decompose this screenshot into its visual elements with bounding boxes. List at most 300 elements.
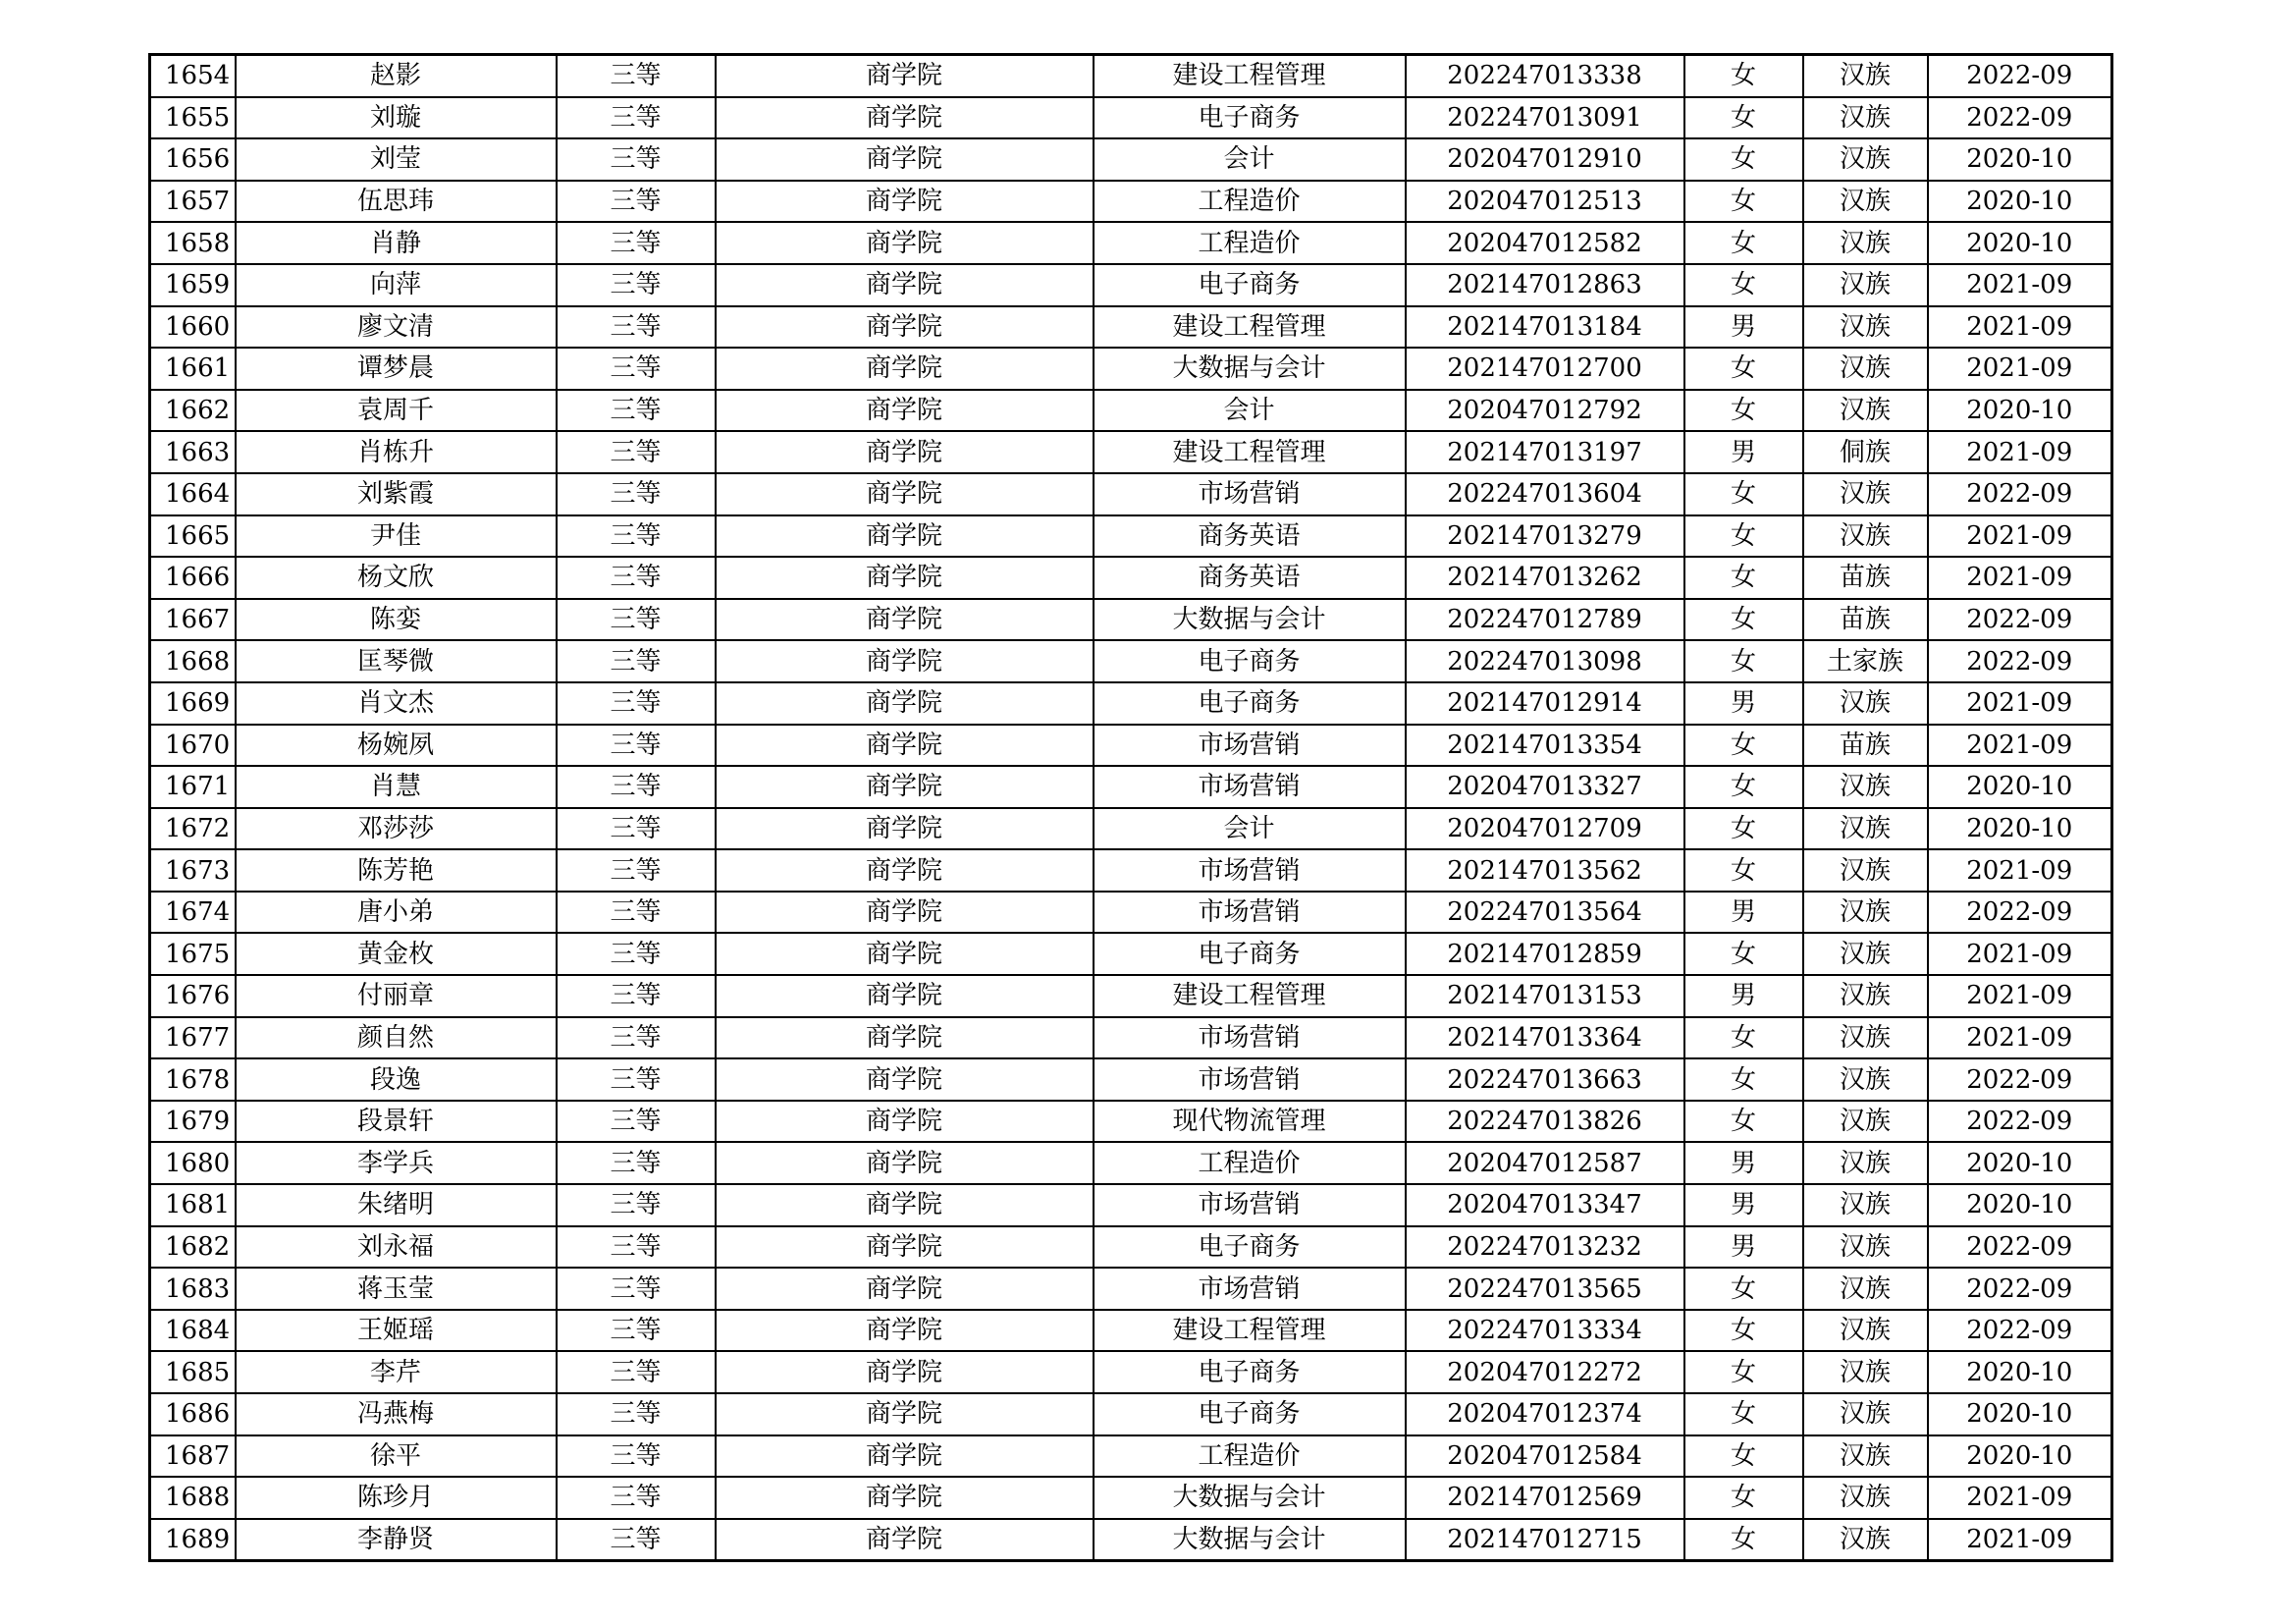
gender-cell: 女: [1684, 1393, 1803, 1435]
ethnicity-cell: 汉族: [1803, 1435, 1928, 1478]
seq-cell: 1655: [150, 97, 236, 139]
name-cell: 肖静: [236, 222, 557, 264]
name-cell: 杨婉夙: [236, 725, 557, 767]
award-level-cell: 三等: [557, 515, 716, 558]
student-id-cell: 202047012374: [1406, 1393, 1684, 1435]
name-cell: 唐小弟: [236, 892, 557, 934]
award-level-cell: 三等: [557, 808, 716, 850]
name-cell: 刘莹: [236, 138, 557, 181]
enrollment-date-cell: 2022-09: [1928, 892, 2112, 934]
name-cell: 李静贤: [236, 1519, 557, 1561]
award-level-cell: 三等: [557, 1226, 716, 1269]
table-row: [150, 1101, 2112, 1143]
ethnicity-cell: 汉族: [1803, 97, 1928, 139]
student-id-cell: 202047012584: [1406, 1435, 1684, 1478]
award-level-cell: 三等: [557, 1184, 716, 1226]
seq-cell: 1654: [150, 55, 236, 97]
ethnicity-cell: 汉族: [1803, 849, 1928, 892]
enrollment-date-cell: 2022-09: [1928, 1058, 2112, 1101]
college-cell: 商学院: [716, 97, 1094, 139]
seq-cell: 1658: [150, 222, 236, 264]
ethnicity-cell: 汉族: [1803, 933, 1928, 975]
name-cell: 廖文清: [236, 306, 557, 349]
seq-cell: 1659: [150, 264, 236, 306]
ethnicity-cell: 苗族: [1803, 599, 1928, 641]
ethnicity-cell: 汉族: [1803, 138, 1928, 181]
enrollment-date-cell: 2022-09: [1928, 473, 2112, 515]
student-id-cell: 202247013564: [1406, 892, 1684, 934]
seq-cell: 1668: [150, 640, 236, 682]
student-id-cell: 202247013091: [1406, 97, 1684, 139]
enrollment-date-cell: 2020-10: [1928, 766, 2112, 808]
seq-cell: 1683: [150, 1268, 236, 1310]
award-level-cell: 三等: [557, 473, 716, 515]
table-row: [150, 1184, 2112, 1226]
seq-cell: 1663: [150, 431, 236, 473]
college-cell: 商学院: [716, 473, 1094, 515]
gender-cell: 男: [1684, 1226, 1803, 1269]
ethnicity-cell: 汉族: [1803, 306, 1928, 349]
seq-cell: 1685: [150, 1351, 236, 1393]
ethnicity-cell: 汉族: [1803, 892, 1928, 934]
college-cell: 商学院: [716, 138, 1094, 181]
student-id-cell: 202047012792: [1406, 390, 1684, 432]
table-row: [150, 431, 2112, 473]
gender-cell: 女: [1684, 181, 1803, 223]
enrollment-date-cell: 2021-09: [1928, 557, 2112, 599]
table-row: [150, 181, 2112, 223]
ethnicity-cell: 汉族: [1803, 975, 1928, 1017]
gender-cell: 男: [1684, 975, 1803, 1017]
gender-cell: 女: [1684, 348, 1803, 390]
seq-cell: 1682: [150, 1226, 236, 1269]
table-row: [150, 1519, 2112, 1561]
ethnicity-cell: 汉族: [1803, 390, 1928, 432]
gender-cell: 女: [1684, 599, 1803, 641]
student-id-cell: 202247013604: [1406, 473, 1684, 515]
college-cell: 商学院: [716, 1058, 1094, 1101]
name-cell: 付丽章: [236, 975, 557, 1017]
award-level-cell: 三等: [557, 390, 716, 432]
name-cell: 段景轩: [236, 1101, 557, 1143]
gender-cell: 女: [1684, 849, 1803, 892]
student-id-cell: 202047012587: [1406, 1142, 1684, 1184]
student-id-cell: 202047013327: [1406, 766, 1684, 808]
name-cell: 黄金枚: [236, 933, 557, 975]
roster-body: [150, 55, 2112, 1561]
ethnicity-cell: 汉族: [1803, 1310, 1928, 1352]
name-cell: 蒋玉莹: [236, 1268, 557, 1310]
college-cell: 商学院: [716, 515, 1094, 558]
seq-cell: 1681: [150, 1184, 236, 1226]
name-cell: 徐平: [236, 1435, 557, 1478]
gender-cell: 女: [1684, 264, 1803, 306]
enrollment-date-cell: 2021-09: [1928, 1017, 2112, 1059]
college-cell: 商学院: [716, 55, 1094, 97]
major-cell: 电子商务: [1094, 1393, 1406, 1435]
award-level-cell: 三等: [557, 892, 716, 934]
name-cell: 李芹: [236, 1351, 557, 1393]
college-cell: 商学院: [716, 1268, 1094, 1310]
major-cell: 会计: [1094, 390, 1406, 432]
seq-cell: 1686: [150, 1393, 236, 1435]
gender-cell: 男: [1684, 1184, 1803, 1226]
table-row: [150, 264, 2112, 306]
major-cell: 市场营销: [1094, 473, 1406, 515]
table-row: [150, 557, 2112, 599]
enrollment-date-cell: 2021-09: [1928, 849, 2112, 892]
student-id-cell: 202047012272: [1406, 1351, 1684, 1393]
college-cell: 商学院: [716, 557, 1094, 599]
name-cell: 冯燕梅: [236, 1393, 557, 1435]
ethnicity-cell: 汉族: [1803, 1058, 1928, 1101]
name-cell: 陈芳艳: [236, 849, 557, 892]
name-cell: 袁周千: [236, 390, 557, 432]
major-cell: 电子商务: [1094, 682, 1406, 725]
college-cell: 商学院: [716, 181, 1094, 223]
major-cell: 市场营销: [1094, 766, 1406, 808]
seq-cell: 1677: [150, 1017, 236, 1059]
award-level-cell: 三等: [557, 975, 716, 1017]
award-level-cell: 三等: [557, 1142, 716, 1184]
gender-cell: 男: [1684, 1142, 1803, 1184]
student-id-cell: 202147013562: [1406, 849, 1684, 892]
table-row: [150, 1435, 2112, 1478]
enrollment-date-cell: 2022-09: [1928, 1226, 2112, 1269]
college-cell: 商学院: [716, 682, 1094, 725]
student-id-cell: 202247013338: [1406, 55, 1684, 97]
table-row: [150, 222, 2112, 264]
ethnicity-cell: 汉族: [1803, 1101, 1928, 1143]
enrollment-date-cell: 2020-10: [1928, 1184, 2112, 1226]
student-id-cell: 202147013262: [1406, 557, 1684, 599]
gender-cell: 女: [1684, 933, 1803, 975]
gender-cell: 女: [1684, 222, 1803, 264]
name-cell: 伍思玮: [236, 181, 557, 223]
seq-cell: 1680: [150, 1142, 236, 1184]
name-cell: 王姬瑶: [236, 1310, 557, 1352]
student-id-cell: 202247013565: [1406, 1268, 1684, 1310]
major-cell: 建设工程管理: [1094, 55, 1406, 97]
student-id-cell: 202047012582: [1406, 222, 1684, 264]
enrollment-date-cell: 2021-09: [1928, 1477, 2112, 1519]
ethnicity-cell: 汉族: [1803, 1268, 1928, 1310]
major-cell: 商务英语: [1094, 515, 1406, 558]
table-row: [150, 473, 2112, 515]
gender-cell: 女: [1684, 515, 1803, 558]
gender-cell: 女: [1684, 557, 1803, 599]
award-level-cell: 三等: [557, 682, 716, 725]
award-level-cell: 三等: [557, 97, 716, 139]
student-id-cell: 202147012863: [1406, 264, 1684, 306]
student-id-cell: 202147013279: [1406, 515, 1684, 558]
college-cell: 商学院: [716, 431, 1094, 473]
ethnicity-cell: 汉族: [1803, 808, 1928, 850]
name-cell: 尹佳: [236, 515, 557, 558]
name-cell: 刘永福: [236, 1226, 557, 1269]
table-row: [150, 933, 2112, 975]
student-id-cell: 202247013098: [1406, 640, 1684, 682]
name-cell: 谭梦晨: [236, 348, 557, 390]
table-row: [150, 849, 2112, 892]
table-row: [150, 1393, 2112, 1435]
student-id-cell: 202147013364: [1406, 1017, 1684, 1059]
major-cell: 市场营销: [1094, 1268, 1406, 1310]
major-cell: 工程造价: [1094, 222, 1406, 264]
ethnicity-cell: 土家族: [1803, 640, 1928, 682]
enrollment-date-cell: 2021-09: [1928, 1519, 2112, 1561]
award-level-cell: 三等: [557, 1393, 716, 1435]
seq-cell: 1689: [150, 1519, 236, 1561]
ethnicity-cell: 汉族: [1803, 1477, 1928, 1519]
major-cell: 电子商务: [1094, 640, 1406, 682]
college-cell: 商学院: [716, 1226, 1094, 1269]
award-level-cell: 三等: [557, 181, 716, 223]
seq-cell: 1660: [150, 306, 236, 349]
gender-cell: 女: [1684, 1477, 1803, 1519]
ethnicity-cell: 汉族: [1803, 55, 1928, 97]
gender-cell: 女: [1684, 1268, 1803, 1310]
seq-cell: 1667: [150, 599, 236, 641]
seq-cell: 1665: [150, 515, 236, 558]
table-row: [150, 892, 2112, 934]
enrollment-date-cell: 2020-10: [1928, 808, 2112, 850]
ethnicity-cell: 汉族: [1803, 1142, 1928, 1184]
enrollment-date-cell: 2022-09: [1928, 599, 2112, 641]
ethnicity-cell: 苗族: [1803, 557, 1928, 599]
table-row: [150, 808, 2112, 850]
ethnicity-cell: 汉族: [1803, 222, 1928, 264]
enrollment-date-cell: 2021-09: [1928, 933, 2112, 975]
major-cell: 市场营销: [1094, 1058, 1406, 1101]
major-cell: 工程造价: [1094, 181, 1406, 223]
enrollment-date-cell: 2022-09: [1928, 1310, 2112, 1352]
name-cell: 邓莎莎: [236, 808, 557, 850]
enrollment-date-cell: 2022-09: [1928, 1101, 2112, 1143]
student-id-cell: 202047012910: [1406, 138, 1684, 181]
enrollment-date-cell: 2020-10: [1928, 390, 2112, 432]
gender-cell: 女: [1684, 390, 1803, 432]
major-cell: 电子商务: [1094, 1351, 1406, 1393]
enrollment-date-cell: 2022-09: [1928, 1268, 2112, 1310]
seq-cell: 1684: [150, 1310, 236, 1352]
major-cell: 工程造价: [1094, 1435, 1406, 1478]
college-cell: 商学院: [716, 1351, 1094, 1393]
gender-cell: 女: [1684, 55, 1803, 97]
table-row: [150, 682, 2112, 725]
seq-cell: 1657: [150, 181, 236, 223]
major-cell: 市场营销: [1094, 1184, 1406, 1226]
seq-cell: 1678: [150, 1058, 236, 1101]
enrollment-date-cell: 2021-09: [1928, 306, 2112, 349]
table-row: [150, 97, 2112, 139]
major-cell: 市场营销: [1094, 1017, 1406, 1059]
table-row: [150, 599, 2112, 641]
enrollment-date-cell: 2021-09: [1928, 682, 2112, 725]
ethnicity-cell: 汉族: [1803, 1519, 1928, 1561]
gender-cell: 女: [1684, 640, 1803, 682]
gender-cell: 男: [1684, 682, 1803, 725]
seq-cell: 1661: [150, 348, 236, 390]
award-level-cell: 三等: [557, 1017, 716, 1059]
college-cell: 商学院: [716, 264, 1094, 306]
college-cell: 商学院: [716, 808, 1094, 850]
gender-cell: 女: [1684, 1351, 1803, 1393]
major-cell: 电子商务: [1094, 97, 1406, 139]
table-row: [150, 766, 2112, 808]
college-cell: 商学院: [716, 1142, 1094, 1184]
seq-cell: 1673: [150, 849, 236, 892]
seq-cell: 1664: [150, 473, 236, 515]
enrollment-date-cell: 2021-09: [1928, 515, 2112, 558]
table-row: [150, 725, 2112, 767]
table-row: [150, 1017, 2112, 1059]
enrollment-date-cell: 2020-10: [1928, 1393, 2112, 1435]
major-cell: 建设工程管理: [1094, 1310, 1406, 1352]
table-row: [150, 1351, 2112, 1393]
award-level-cell: 三等: [557, 138, 716, 181]
seq-cell: 1674: [150, 892, 236, 934]
ethnicity-cell: 苗族: [1803, 725, 1928, 767]
ethnicity-cell: 汉族: [1803, 682, 1928, 725]
enrollment-date-cell: 2021-09: [1928, 431, 2112, 473]
award-level-cell: 三等: [557, 1435, 716, 1478]
ethnicity-cell: 汉族: [1803, 1351, 1928, 1393]
award-level-cell: 三等: [557, 557, 716, 599]
enrollment-date-cell: 2021-09: [1928, 975, 2112, 1017]
seq-cell: 1656: [150, 138, 236, 181]
table-row: [150, 975, 2112, 1017]
student-id-cell: 202147012859: [1406, 933, 1684, 975]
student-id-cell: 202147013153: [1406, 975, 1684, 1017]
enrollment-date-cell: 2020-10: [1928, 181, 2112, 223]
table-row: [150, 515, 2112, 558]
gender-cell: 女: [1684, 1519, 1803, 1561]
college-cell: 商学院: [716, 766, 1094, 808]
college-cell: 商学院: [716, 306, 1094, 349]
ethnicity-cell: 侗族: [1803, 431, 1928, 473]
college-cell: 商学院: [716, 1435, 1094, 1478]
award-level-cell: 三等: [557, 725, 716, 767]
gender-cell: 女: [1684, 1058, 1803, 1101]
seq-cell: 1662: [150, 390, 236, 432]
award-level-cell: 三等: [557, 1310, 716, 1352]
ethnicity-cell: 汉族: [1803, 1184, 1928, 1226]
gender-cell: 女: [1684, 1310, 1803, 1352]
name-cell: 陈珍月: [236, 1477, 557, 1519]
major-cell: 建设工程管理: [1094, 306, 1406, 349]
gender-cell: 女: [1684, 766, 1803, 808]
table-row: [150, 1477, 2112, 1519]
seq-cell: 1679: [150, 1101, 236, 1143]
gender-cell: 女: [1684, 138, 1803, 181]
name-cell: 朱绪明: [236, 1184, 557, 1226]
student-id-cell: 202147012715: [1406, 1519, 1684, 1561]
award-level-cell: 三等: [557, 1519, 716, 1561]
seq-cell: 1676: [150, 975, 236, 1017]
major-cell: 大数据与会计: [1094, 348, 1406, 390]
college-cell: 商学院: [716, 1519, 1094, 1561]
student-id-cell: 202147012914: [1406, 682, 1684, 725]
award-level-cell: 三等: [557, 599, 716, 641]
table-row: [150, 306, 2112, 349]
table-row: [150, 55, 2112, 97]
ethnicity-cell: 汉族: [1803, 515, 1928, 558]
table-row: [150, 390, 2112, 432]
gender-cell: 女: [1684, 1435, 1803, 1478]
name-cell: 杨文欣: [236, 557, 557, 599]
enrollment-date-cell: 2020-10: [1928, 138, 2112, 181]
college-cell: 商学院: [716, 892, 1094, 934]
enrollment-date-cell: 2022-09: [1928, 97, 2112, 139]
table-row: [150, 640, 2112, 682]
award-level-cell: 三等: [557, 1101, 716, 1143]
table-row: [150, 1268, 2112, 1310]
award-level-cell: 三等: [557, 640, 716, 682]
student-id-cell: 202047013347: [1406, 1184, 1684, 1226]
award-level-cell: 三等: [557, 1058, 716, 1101]
award-level-cell: 三等: [557, 348, 716, 390]
major-cell: 商务英语: [1094, 557, 1406, 599]
ethnicity-cell: 汉族: [1803, 1393, 1928, 1435]
student-id-cell: 202047012709: [1406, 808, 1684, 850]
college-cell: 商学院: [716, 1310, 1094, 1352]
student-id-cell: 202247013232: [1406, 1226, 1684, 1269]
gender-cell: 男: [1684, 431, 1803, 473]
name-cell: 李学兵: [236, 1142, 557, 1184]
gender-cell: 女: [1684, 473, 1803, 515]
seq-cell: 1672: [150, 808, 236, 850]
table-row: [150, 1226, 2112, 1269]
college-cell: 商学院: [716, 1017, 1094, 1059]
scholarship-roster-table: [148, 53, 2113, 1562]
major-cell: 现代物流管理: [1094, 1101, 1406, 1143]
major-cell: 工程造价: [1094, 1142, 1406, 1184]
seq-cell: 1675: [150, 933, 236, 975]
college-cell: 商学院: [716, 1184, 1094, 1226]
award-level-cell: 三等: [557, 222, 716, 264]
college-cell: 商学院: [716, 1477, 1094, 1519]
major-cell: 会计: [1094, 808, 1406, 850]
ethnicity-cell: 汉族: [1803, 1017, 1928, 1059]
name-cell: 向萍: [236, 264, 557, 306]
student-id-cell: 202247012789: [1406, 599, 1684, 641]
student-id-cell: 202147013354: [1406, 725, 1684, 767]
college-cell: 商学院: [716, 975, 1094, 1017]
ethnicity-cell: 汉族: [1803, 766, 1928, 808]
enrollment-date-cell: 2021-09: [1928, 725, 2112, 767]
college-cell: 商学院: [716, 725, 1094, 767]
name-cell: 赵影: [236, 55, 557, 97]
ethnicity-cell: 汉族: [1803, 264, 1928, 306]
ethnicity-cell: 汉族: [1803, 348, 1928, 390]
student-id-cell: 202247013663: [1406, 1058, 1684, 1101]
award-level-cell: 三等: [557, 431, 716, 473]
student-id-cell: 202147012569: [1406, 1477, 1684, 1519]
ethnicity-cell: 汉族: [1803, 1226, 1928, 1269]
table-row: [150, 1310, 2112, 1352]
gender-cell: 女: [1684, 725, 1803, 767]
seq-cell: 1688: [150, 1477, 236, 1519]
gender-cell: 男: [1684, 892, 1803, 934]
major-cell: 建设工程管理: [1094, 431, 1406, 473]
college-cell: 商学院: [716, 1101, 1094, 1143]
college-cell: 商学院: [716, 1393, 1094, 1435]
award-level-cell: 三等: [557, 849, 716, 892]
award-level-cell: 三等: [557, 933, 716, 975]
student-id-cell: 202147013184: [1406, 306, 1684, 349]
major-cell: 大数据与会计: [1094, 1477, 1406, 1519]
